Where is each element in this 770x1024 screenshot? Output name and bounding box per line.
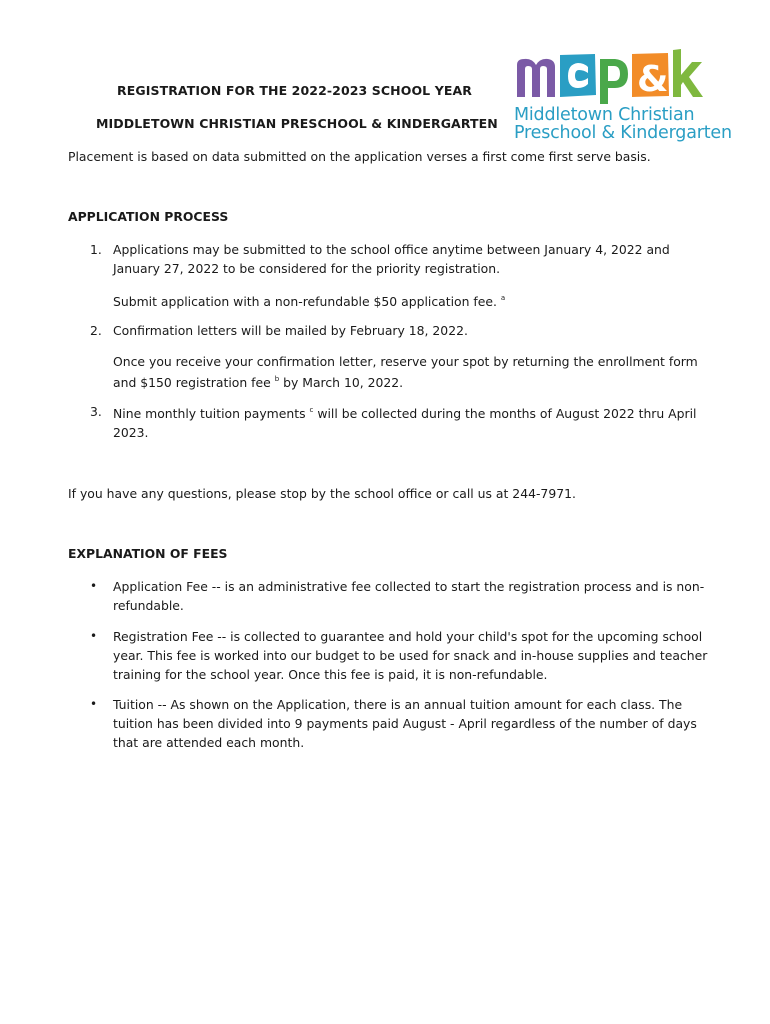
school-name-title: MIDDLETOWN CHRISTIAN PRESCHOOL & KINDERGARTEN [96,116,498,131]
school-logo [512,47,732,147]
logo-letter-p [600,59,628,104]
fees-heading: EXPLANATION OF FEES [68,546,228,561]
logo-letter-ampersand [632,53,669,100]
document-title: REGISTRATION FOR THE 2022-2023 SCHOOL YEAR [117,83,472,98]
step-reserve-note [113,352,713,392]
step-text [113,402,713,442]
logo-text-line2: Preschool & Kindergarten [514,123,732,143]
step-fee-note [113,290,713,311]
application-process-heading: APPLICATION PROCESS [68,209,229,224]
tuition-text-pre: Nine monthly tuition payments [113,406,306,422]
step-number: 2. [90,323,102,338]
placement-note: Placement is based on data submitted on the application verses a first come first serve basis. [68,149,651,164]
fee-item-application [68,577,708,615]
footnote-marker: b [274,375,280,383]
application-step-2 [68,321,708,392]
fee-item-registration [68,627,708,684]
bullet-marker: • [90,697,98,711]
fee-item-text: Registration Fee -- is collected to guarantee and hold your child's spot for the upcoming school year. This fee is worked into our budget to be used for snack and in-house supplies and teacher training for the school year. Once this fee is paid, it is non-refundable. [113,629,708,682]
step-reserve-text: Once you receive your confirmation letter, reserve your spot by returning the enrollment form and $150 registration fee [113,354,698,391]
logo-letter-m [517,59,555,97]
application-step-1 [68,240,708,311]
application-step-3 [68,402,708,442]
bullet-marker: • [90,629,98,643]
svg-text:&: & [637,59,669,100]
tuition-text-post: will be collected during the months of August 2022 thru April 2023. [113,406,697,441]
contact-note: If you have any questions, please stop by the school office or call us at 244-7971. [68,486,576,501]
step-text: Applications may be submitted to the school office anytime between January 4, 2022 and January 27, 2022 to be considered for the priority registration. [113,242,670,276]
logo-letter-k [673,49,703,97]
footnote-marker: c [309,406,314,414]
step-number: 1. [90,242,102,257]
fee-item-tuition [68,695,708,752]
logo-letter-c [560,54,596,97]
step-number: 3. [90,404,102,419]
step-reserve-deadline: by March 10, 2022. [283,375,404,391]
footnote-marker: a [500,294,506,302]
fee-item-text: Application Fee -- is an administrative fee collected to start the registration process and is non-refundable. [113,579,705,613]
step-fee-text: Submit application with a non-refundable $50 application fee. [113,294,497,310]
bullet-marker: • [90,579,98,593]
fee-item-text: Tuition -- As shown on the Application, there is an annual tuition amount for each class. The tuition has been divided into 9 payments paid August - April regardless of the number of days that are attended each month. [113,697,697,750]
logo-text-line1: Middletown Christian [514,105,695,125]
logo-letters [512,47,708,105]
step-text: Confirmation letters will be mailed by February 18, 2022. [113,323,468,338]
